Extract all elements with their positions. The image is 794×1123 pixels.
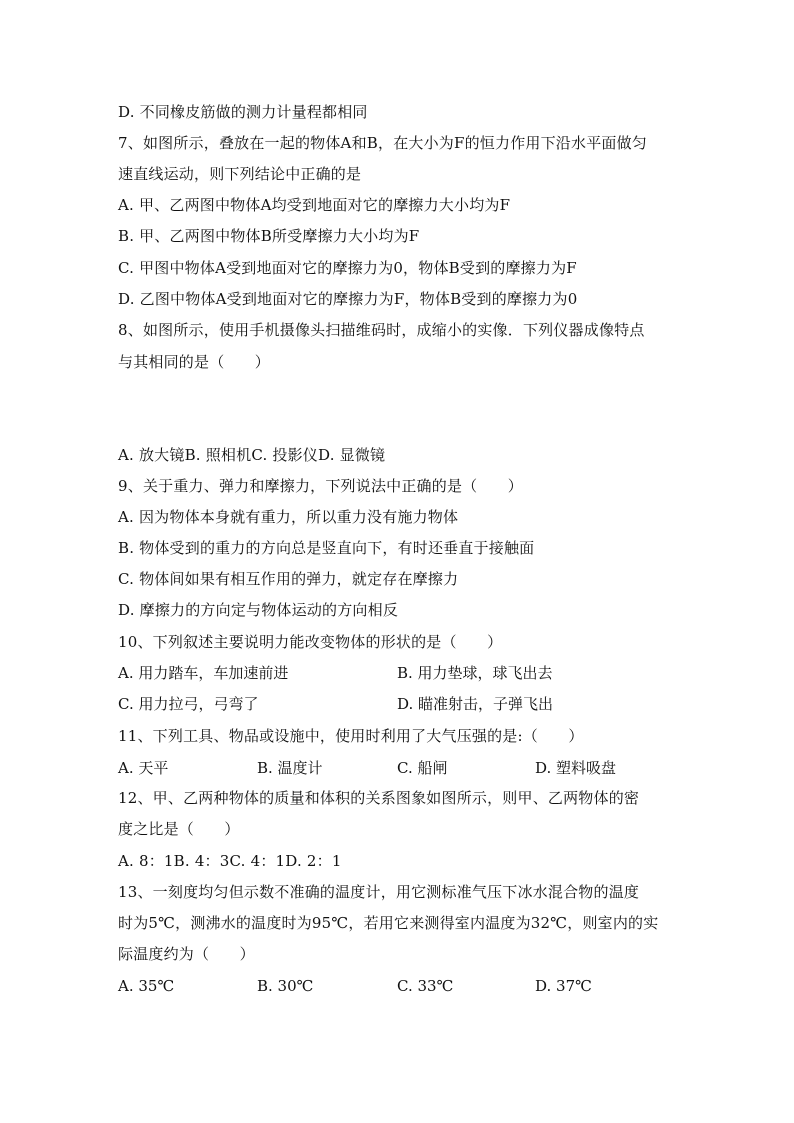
q7-stem-line2: 速直线运动，则下列结论中正确的是 xyxy=(118,165,362,183)
q12-stem-line1: 12、甲、乙两种物体的质量和体积的关系图象如图所示，则甲、乙两物体的密 xyxy=(118,789,640,807)
q13-stem-line1: 13、一刻度均匀但示数不准确的温度计，用它测标准气压下冰水混合物的温度 xyxy=(118,883,640,901)
q7-option-c: C. 甲图中物体A受到地面对它的摩擦力为0，物体B受到的摩擦力为F xyxy=(118,259,577,277)
q9-option-c: C. 物体间如果有相互作用的弹力，就定存在摩擦力 xyxy=(118,570,459,588)
q10-option-a: A. 用力踏车，车加速前进 xyxy=(118,664,289,682)
q9-stem: 9、关于重力、弹力和摩擦力，下列说法中正确的是（ ） xyxy=(118,477,523,495)
q11-option-b: B. 温度计 xyxy=(257,759,323,777)
q11-option-d: D. 塑料吸盘 xyxy=(535,759,617,777)
q7-option-a: A. 甲、乙两图中物体A均受到地面对它的摩擦力大小均为F xyxy=(118,196,511,214)
q10-option-c: C. 用力拉弓，弓弯了 xyxy=(118,695,259,713)
q10-option-b: B. 用力垫球，球飞出去 xyxy=(397,664,553,682)
q13-option-a: A. 35℃ xyxy=(118,977,175,995)
q11-option-a: A. 天平 xyxy=(118,759,169,777)
q9-option-b: B. 物体受到的重力的方向总是竖直向下，有时还垂直于接触面 xyxy=(118,539,535,557)
q13-option-d: D. 37℃ xyxy=(535,977,592,995)
q10-stem: 10、下列叙述主要说明力能改变物体的形状的是（ ） xyxy=(118,633,503,651)
q7-option-b: B. 甲、乙两图中物体B所受摩擦力大小均为F xyxy=(118,227,420,245)
q9-option-d: D. 摩擦力的方向定与物体运动的方向相反 xyxy=(118,601,399,619)
q12-stem-line2: 度之比是（ ） xyxy=(118,820,240,838)
q11-option-c: C. 船闸 xyxy=(397,759,448,777)
q13-option-b: B. 30℃ xyxy=(257,977,314,995)
q7-stem-line1: 7、如图所示，叠放在一起的物体A和B，在大小为F的恒力作用下沿水平面做匀 xyxy=(118,134,648,152)
q11-stem: 11、下列工具、物品或设施中，使用时利用了大气压强的是:（ ） xyxy=(118,727,584,745)
q8-stem-line1: 8、如图所示，使用手机摄像头扫描维码时，成缩小的实像．下列仪器成像特点 xyxy=(118,321,645,339)
q10-option-d: D. 瞄准射击，子弹飞出 xyxy=(397,695,554,713)
q6-option-d: D. 不同橡皮筋做的测力计量程都相同 xyxy=(118,103,368,121)
q9-option-a: A. 因为物体本身就有重力，所以重力没有施力物体 xyxy=(118,508,459,526)
q13-option-c: C. 33℃ xyxy=(397,977,454,995)
q13-stem-line2: 时为5℃，测沸水的温度时为95℃，若用它来测得室内温度为32℃，则室内的实 xyxy=(118,914,659,932)
q7-option-d: D. 乙图中物体A受到地面对它的摩擦力为F，物体B受到的摩擦力为0 xyxy=(118,290,578,308)
q13-stem-line3: 际温度约为（ ） xyxy=(118,945,255,963)
q8-stem-line2: 与其相同的是（ ） xyxy=(118,353,271,371)
q12-options: A. 8：1B. 4：3C. 4：1D. 2：1 xyxy=(118,852,342,870)
q8-options: A. 放大镜B. 照相机C. 投影仪D. 显微镜 xyxy=(118,446,386,464)
